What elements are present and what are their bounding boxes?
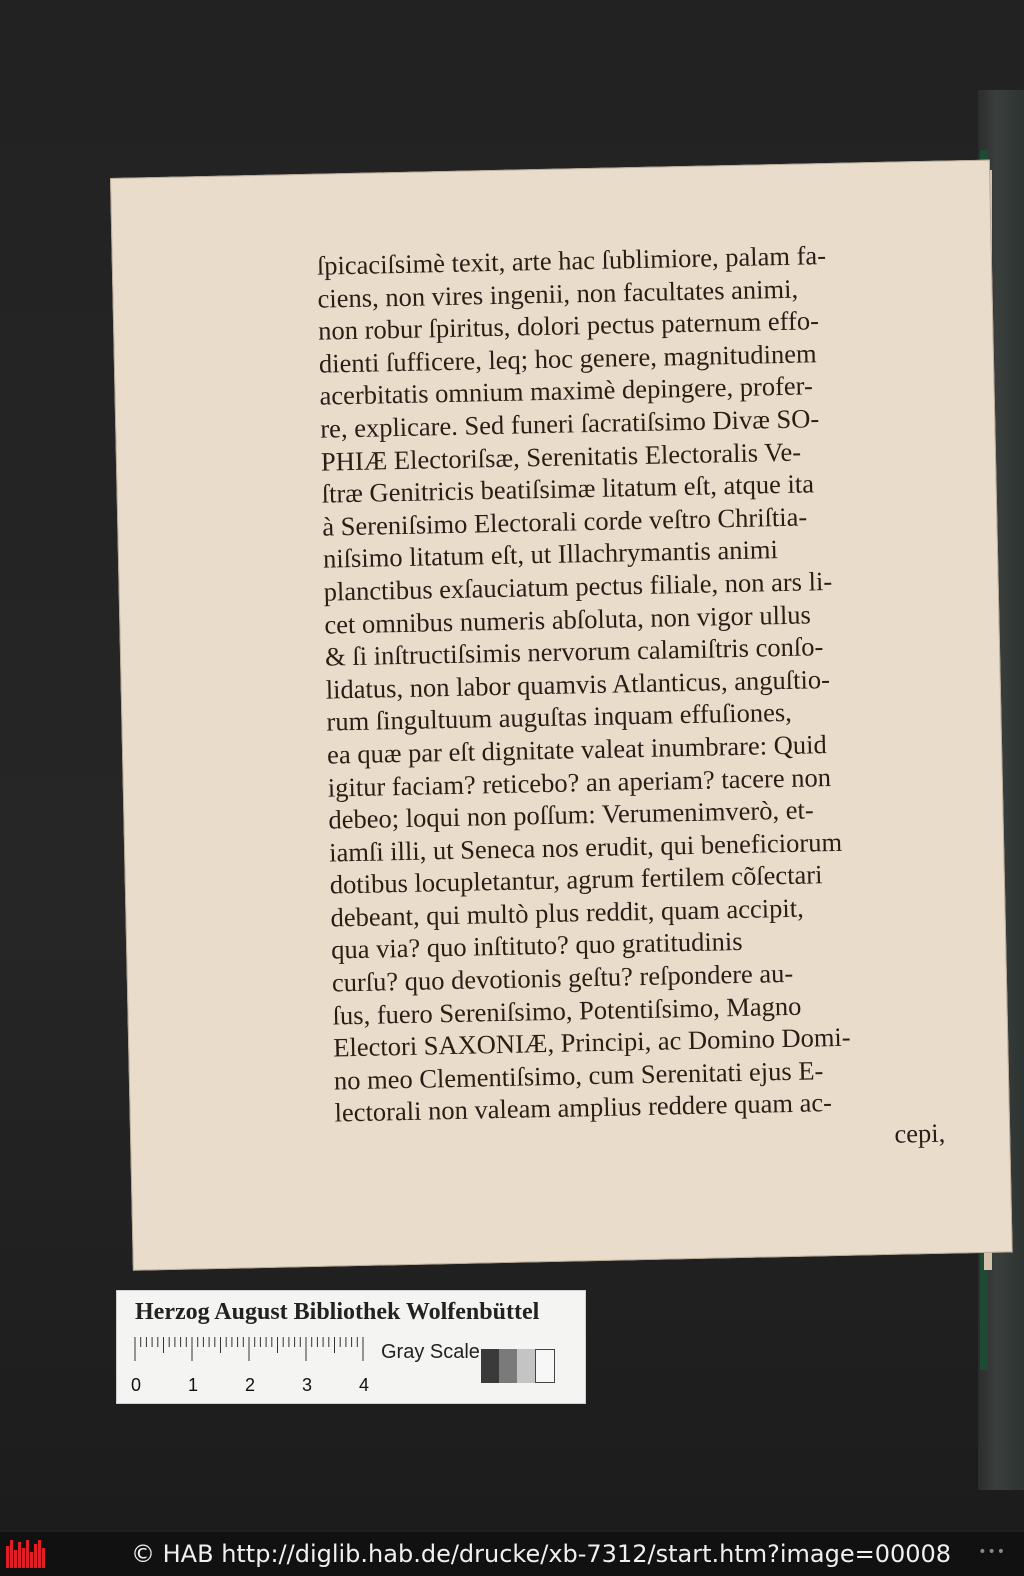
- ruler-label: 1: [188, 1375, 199, 1395]
- copyright-link[interactable]: © HAB http://diglib.hab.de/drucke/xb-7312/start.htm?image=00008: [131, 1540, 952, 1568]
- text-line: dienti ſufficere, leq; hoc genere, magnitudinem: [318, 338, 817, 379]
- catchword: cepi,: [894, 1117, 946, 1149]
- text-line: acerbitatis omnium maximè depingere, profer-: [319, 370, 814, 412]
- gray-scale-label: Gray Scale: [381, 1341, 480, 1363]
- text-line: ea quæ par eſt dignitate valeat inumbrare: Quid: [326, 729, 827, 770]
- text-line: cet omnibus numeris abſoluta, non vigor ullus: [324, 598, 812, 640]
- hab-logo-icon: [6, 1540, 45, 1568]
- text-line: ſus, fuero Sereniſsimo, Potentiſsimo, Magno: [332, 990, 802, 1031]
- page-text: [317, 237, 946, 1162]
- text-line: non robur ſpiritus, dolori pectus paternum effo-: [317, 305, 820, 346]
- text-line: à Sereniſsimo Electorali corde veſtro Chriſtia-: [322, 501, 808, 542]
- text-line: Electori SAXONIÆ, Principi, ac Domino Domi-: [332, 1021, 851, 1063]
- ruler-label: 0: [131, 1375, 142, 1395]
- text-line: PHIÆ Electoriſsæ, Serenitatis Electoralis Ve-: [320, 436, 802, 477]
- text-line: dotibus locupletantur, agrum fertilem cõſectari: [329, 859, 823, 900]
- gray-swatch: [481, 1349, 499, 1383]
- gray-swatch: [535, 1349, 555, 1383]
- gray-swatch: [517, 1349, 535, 1383]
- more-icon[interactable]: •••: [978, 1544, 1006, 1560]
- color-calibration-bar: [116, 1290, 586, 1404]
- text-line: debeo; loqui non poſſum: Verumenimverò, et-: [328, 794, 814, 835]
- text-line: lectorali non valeam amplius reddere quam ac-: [334, 1087, 833, 1128]
- text-line: re, explicare. Sed funeri ſacratiſsimo Divæ SO-: [319, 403, 820, 444]
- text-line: iamſi illi, ut Seneca nos erudit, qui beneficiorum: [328, 826, 843, 868]
- text-line: niſsimo litatum eſt, ut Illachrymantis animi: [322, 534, 779, 574]
- text-line: qua via? quo inſtituto? quo gratitudinis: [330, 926, 743, 966]
- text-line: debeant, qui multò plus reddit, quam accipit,: [330, 892, 804, 933]
- book-page: [110, 160, 1013, 1271]
- ruler-label: 4: [359, 1375, 370, 1395]
- text-line: ſpicaciſsimè texit, arte hac ſublimiore, palam fa-: [316, 240, 827, 281]
- footer-bar: [0, 1532, 1024, 1576]
- text-line: & ſi inſtructiſsimis nervorum calamiſtris conſo-: [324, 631, 824, 672]
- ruler-label: 2: [245, 1375, 256, 1395]
- text-line: planctibus exſauciatum pectus filiale, non ars li-: [323, 565, 833, 607]
- gray-swatch: [499, 1349, 517, 1383]
- text-line: igitur faciam? reticebo? an aperiam? tacere non: [327, 761, 832, 803]
- text-line: rum ſingultuum auguſtas inquam effuſiones,: [326, 697, 793, 737]
- ruler-label: 3: [302, 1375, 313, 1395]
- text-line: lidatus, non labor quamvis Atlanticus, anguſtio-: [325, 663, 831, 705]
- text-line: ciens, non vires ingenii, non facultates animi,: [317, 273, 799, 314]
- text-line: no meo Clementiſsimo, cum Serenitati ejus E-: [333, 1055, 824, 1096]
- library-name: Herzog August Bibliothek Wolfenbüttel: [135, 1299, 540, 1325]
- text-line: ſtræ Genitricis beatiſsimæ litatum eſt, atque ita: [321, 468, 815, 509]
- ruler: [133, 1337, 369, 1361]
- text-line: curſu? quo devotionis geſtu? reſpondere au-: [331, 957, 794, 998]
